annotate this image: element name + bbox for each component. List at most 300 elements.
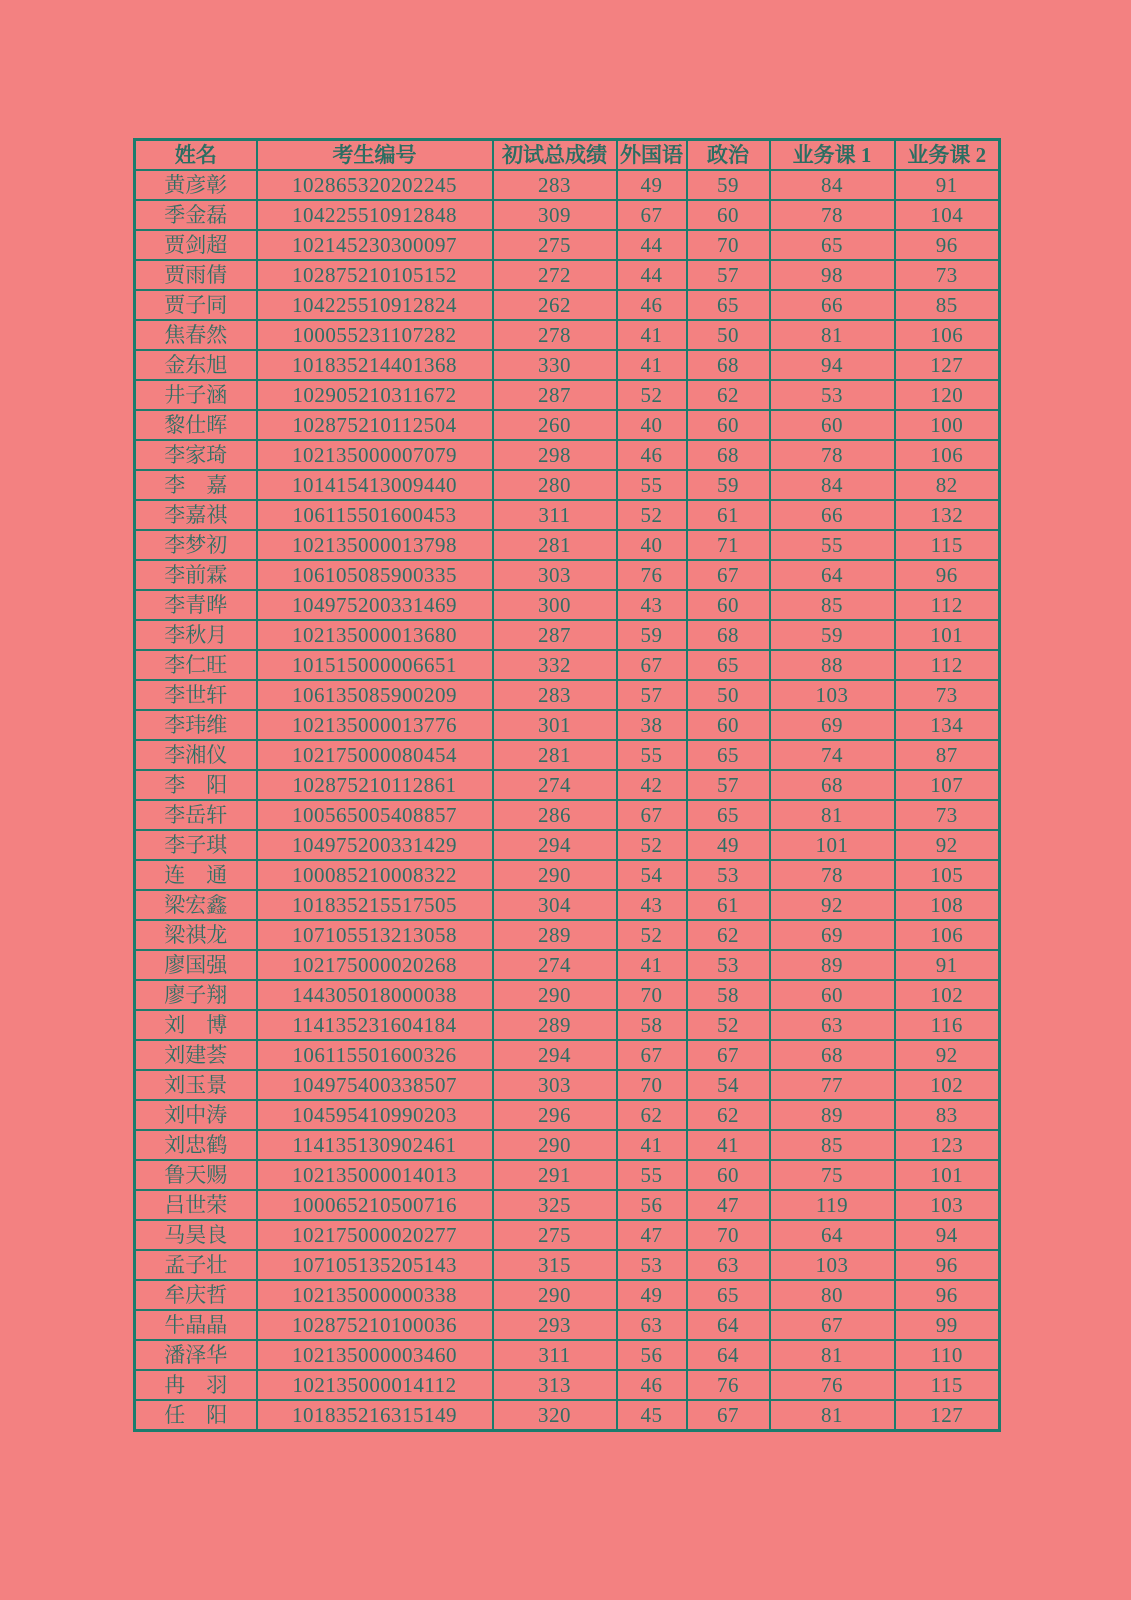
cell-value: 56 [617, 1190, 687, 1220]
cell-value: 52 [617, 830, 687, 860]
cell-value: 62 [687, 1100, 770, 1130]
cell-value: 65 [687, 800, 770, 830]
cell-value: 89 [770, 950, 895, 980]
cell-value: 67 [617, 800, 687, 830]
cell-value: 116 [895, 1010, 1000, 1040]
cell-value: 107105513213058 [257, 920, 493, 950]
cell-name: 金东旭 [135, 350, 257, 380]
cell-value: 57 [617, 680, 687, 710]
cell-value: 260 [493, 410, 617, 440]
cell-value: 313 [493, 1370, 617, 1400]
cell-value: 80 [770, 1280, 895, 1310]
cell-value: 59 [687, 170, 770, 200]
cell-value: 106115501600453 [257, 500, 493, 530]
cell-value: 59 [687, 470, 770, 500]
cell-value: 102175000020268 [257, 950, 493, 980]
table-row [135, 650, 1000, 680]
cell-value: 73 [895, 260, 1000, 290]
cell-value: 290 [493, 1280, 617, 1310]
cell-value: 68 [687, 620, 770, 650]
cell-value: 50 [687, 680, 770, 710]
cell-name: 贾剑超 [135, 230, 257, 260]
cell-value: 101835216315149 [257, 1400, 493, 1431]
cell-value: 64 [687, 1340, 770, 1370]
cell-value: 74 [770, 740, 895, 770]
cell-value: 112 [895, 590, 1000, 620]
cell-name: 李子琪 [135, 830, 257, 860]
cell-value: 289 [493, 920, 617, 950]
table-row [135, 740, 1000, 770]
cell-value: 320 [493, 1400, 617, 1431]
column-header-4: 政治 [687, 140, 770, 171]
table-row [135, 230, 1000, 260]
cell-value: 294 [493, 1040, 617, 1070]
cell-value: 98 [770, 260, 895, 290]
cell-value: 102135000013680 [257, 620, 493, 650]
table-row [135, 1010, 1000, 1040]
cell-name: 刘 博 [135, 1010, 257, 1040]
cell-name: 李 阳 [135, 770, 257, 800]
cell-value: 49 [687, 830, 770, 860]
cell-name: 李梦初 [135, 530, 257, 560]
cell-value: 43 [617, 590, 687, 620]
cell-value: 53 [687, 950, 770, 980]
cell-value: 58 [687, 980, 770, 1010]
cell-value: 65 [687, 740, 770, 770]
cell-value: 81 [770, 320, 895, 350]
cell-value: 60 [687, 200, 770, 230]
cell-name: 牟庆哲 [135, 1280, 257, 1310]
cell-value: 65 [687, 650, 770, 680]
cell-value: 91 [895, 170, 1000, 200]
cell-value: 62 [687, 920, 770, 950]
cell-value: 274 [493, 770, 617, 800]
cell-value: 100055231107282 [257, 320, 493, 350]
cell-value: 102875210100036 [257, 1310, 493, 1340]
cell-value: 44 [617, 230, 687, 260]
cell-value: 46 [617, 1370, 687, 1400]
cell-value: 52 [617, 920, 687, 950]
cell-value: 102865320202245 [257, 170, 493, 200]
cell-name: 李岳轩 [135, 800, 257, 830]
cell-value: 281 [493, 740, 617, 770]
cell-value: 76 [617, 560, 687, 590]
cell-value: 289 [493, 1010, 617, 1040]
cell-value: 104 [895, 200, 1000, 230]
cell-value: 84 [770, 470, 895, 500]
cell-name: 黎仕晖 [135, 410, 257, 440]
cell-value: 101 [770, 830, 895, 860]
table-row [135, 920, 1000, 950]
cell-value: 114135231604184 [257, 1010, 493, 1040]
cell-name: 刘建荟 [135, 1040, 257, 1070]
cell-value: 67 [617, 200, 687, 230]
cell-value: 287 [493, 380, 617, 410]
cell-value: 59 [617, 620, 687, 650]
cell-value: 262 [493, 290, 617, 320]
cell-name: 连 通 [135, 860, 257, 890]
header-row [135, 140, 1000, 171]
cell-name: 贾子同 [135, 290, 257, 320]
cell-value: 68 [687, 440, 770, 470]
cell-value: 67 [770, 1310, 895, 1340]
cell-name: 刘中涛 [135, 1100, 257, 1130]
cell-value: 67 [687, 560, 770, 590]
cell-value: 70 [687, 1220, 770, 1250]
cell-value: 54 [687, 1070, 770, 1100]
cell-value: 52 [617, 380, 687, 410]
cell-value: 89 [770, 1100, 895, 1130]
cell-value: 134 [895, 710, 1000, 740]
cell-value: 53 [687, 860, 770, 890]
cell-value: 330 [493, 350, 617, 380]
table-row [135, 1280, 1000, 1310]
cell-value: 294 [493, 830, 617, 860]
cell-value: 42 [617, 770, 687, 800]
cell-value: 100065210500716 [257, 1190, 493, 1220]
column-header-1: 考生编号 [257, 140, 493, 171]
cell-value: 68 [770, 770, 895, 800]
table-row [135, 1340, 1000, 1370]
cell-value: 78 [770, 440, 895, 470]
cell-value: 102135000013798 [257, 530, 493, 560]
cell-value: 65 [770, 230, 895, 260]
cell-value: 290 [493, 860, 617, 890]
cell-value: 44 [617, 260, 687, 290]
cell-value: 106 [895, 440, 1000, 470]
cell-value: 55 [617, 740, 687, 770]
table-row [135, 590, 1000, 620]
cell-value: 102135000014112 [257, 1370, 493, 1400]
cell-value: 115 [895, 530, 1000, 560]
cell-value: 92 [770, 890, 895, 920]
cell-value: 81 [770, 800, 895, 830]
cell-value: 76 [687, 1370, 770, 1400]
cell-value: 94 [770, 350, 895, 380]
table-row [135, 1310, 1000, 1340]
column-header-2: 初试总成绩 [493, 140, 617, 171]
cell-value: 278 [493, 320, 617, 350]
table-row [135, 1160, 1000, 1190]
cell-value: 286 [493, 800, 617, 830]
cell-name: 李家琦 [135, 440, 257, 470]
cell-name: 马昊良 [135, 1220, 257, 1250]
cell-value: 110 [895, 1340, 1000, 1370]
cell-value: 40 [617, 410, 687, 440]
table-row [135, 1400, 1000, 1431]
cell-value: 104975200331469 [257, 590, 493, 620]
cell-name: 李秋月 [135, 620, 257, 650]
table-row [135, 170, 1000, 200]
cell-name: 李前霖 [135, 560, 257, 590]
cell-name: 刘玉景 [135, 1070, 257, 1100]
cell-value: 106135085900209 [257, 680, 493, 710]
cell-value: 46 [617, 290, 687, 320]
cell-value: 101 [895, 1160, 1000, 1190]
table-header [135, 140, 1000, 171]
table-row [135, 860, 1000, 890]
cell-value: 73 [895, 680, 1000, 710]
cell-value: 55 [770, 530, 895, 560]
cell-value: 315 [493, 1250, 617, 1280]
cell-value: 47 [617, 1220, 687, 1250]
cell-value: 96 [895, 560, 1000, 590]
cell-value: 102875210105152 [257, 260, 493, 290]
cell-value: 41 [617, 1130, 687, 1160]
cell-value: 53 [770, 380, 895, 410]
cell-value: 106105085900335 [257, 560, 493, 590]
table-row [135, 290, 1000, 320]
cell-value: 290 [493, 980, 617, 1010]
cell-value: 78 [770, 860, 895, 890]
cell-value: 123 [895, 1130, 1000, 1160]
cell-value: 59 [770, 620, 895, 650]
cell-name: 李世轩 [135, 680, 257, 710]
cell-value: 43 [617, 890, 687, 920]
cell-value: 49 [617, 170, 687, 200]
cell-value: 63 [687, 1250, 770, 1280]
cell-name: 李青晔 [135, 590, 257, 620]
cell-value: 60 [687, 1160, 770, 1190]
cell-value: 53 [617, 1250, 687, 1280]
cell-name: 廖子翔 [135, 980, 257, 1010]
table-row [135, 470, 1000, 500]
cell-name: 牛晶晶 [135, 1310, 257, 1340]
table-row [135, 1100, 1000, 1130]
cell-value: 76 [770, 1370, 895, 1400]
table-row [135, 980, 1000, 1010]
table-row [135, 530, 1000, 560]
cell-value: 47 [687, 1190, 770, 1220]
cell-value: 55 [617, 1160, 687, 1190]
cell-value: 49 [617, 1280, 687, 1310]
cell-value: 85 [895, 290, 1000, 320]
cell-value: 301 [493, 710, 617, 740]
cell-value: 325 [493, 1190, 617, 1220]
cell-value: 41 [687, 1130, 770, 1160]
cell-value: 101835215517505 [257, 890, 493, 920]
cell-name: 焦春然 [135, 320, 257, 350]
cell-name: 李湘仪 [135, 740, 257, 770]
cell-value: 63 [617, 1310, 687, 1340]
cell-value: 69 [770, 710, 895, 740]
cell-name: 孟子壮 [135, 1250, 257, 1280]
cell-name: 李玮维 [135, 710, 257, 740]
table-row [135, 1370, 1000, 1400]
cell-value: 272 [493, 260, 617, 290]
cell-name: 任 阳 [135, 1400, 257, 1431]
cell-value: 144305018000038 [257, 980, 493, 1010]
table-row [135, 1190, 1000, 1220]
cell-value: 92 [895, 1040, 1000, 1070]
cell-value: 101515000006651 [257, 650, 493, 680]
cell-value: 102175000080454 [257, 740, 493, 770]
cell-value: 61 [687, 890, 770, 920]
cell-name: 季金磊 [135, 200, 257, 230]
cell-value: 309 [493, 200, 617, 230]
column-header-3: 外国语 [617, 140, 687, 171]
table-row [135, 350, 1000, 380]
cell-value: 62 [687, 380, 770, 410]
cell-value: 94 [895, 1220, 1000, 1250]
cell-name: 井子涵 [135, 380, 257, 410]
table-row [135, 770, 1000, 800]
table-row [135, 410, 1000, 440]
cell-value: 66 [770, 500, 895, 530]
table-row [135, 710, 1000, 740]
cell-value: 57 [687, 260, 770, 290]
cell-value: 120 [895, 380, 1000, 410]
cell-value: 50 [687, 320, 770, 350]
cell-value: 87 [895, 740, 1000, 770]
cell-value: 107105135205143 [257, 1250, 493, 1280]
cell-value: 75 [770, 1160, 895, 1190]
cell-value: 78 [770, 200, 895, 230]
cell-value: 296 [493, 1100, 617, 1130]
cell-value: 58 [617, 1010, 687, 1040]
exam-scores-table [133, 138, 1001, 1432]
cell-value: 311 [493, 1340, 617, 1370]
cell-value: 85 [770, 590, 895, 620]
table-body [135, 170, 1000, 1431]
cell-name: 李 嘉 [135, 470, 257, 500]
cell-name: 梁宏鑫 [135, 890, 257, 920]
cell-value: 311 [493, 500, 617, 530]
cell-value: 106115501600326 [257, 1040, 493, 1070]
cell-value: 55 [617, 470, 687, 500]
cell-value: 101835214401368 [257, 350, 493, 380]
cell-value: 103 [770, 1250, 895, 1280]
cell-value: 102145230300097 [257, 230, 493, 260]
cell-value: 83 [895, 1100, 1000, 1130]
cell-value: 73 [895, 800, 1000, 830]
cell-value: 67 [687, 1040, 770, 1070]
cell-value: 96 [895, 230, 1000, 260]
cell-value: 65 [687, 1280, 770, 1310]
table-row [135, 1250, 1000, 1280]
cell-value: 60 [687, 410, 770, 440]
table-row [135, 890, 1000, 920]
cell-value: 104975200331429 [257, 830, 493, 860]
cell-value: 67 [687, 1400, 770, 1431]
cell-value: 127 [895, 1400, 1000, 1431]
cell-value: 304 [493, 890, 617, 920]
cell-name: 李仁旺 [135, 650, 257, 680]
cell-value: 69 [770, 920, 895, 950]
cell-value: 107 [895, 770, 1000, 800]
cell-value: 104595410990203 [257, 1100, 493, 1130]
cell-value: 102905210311672 [257, 380, 493, 410]
cell-value: 283 [493, 680, 617, 710]
cell-value: 102875210112861 [257, 770, 493, 800]
table-row [135, 830, 1000, 860]
cell-value: 127 [895, 350, 1000, 380]
cell-value: 85 [770, 1130, 895, 1160]
cell-value: 104225510912824 [257, 290, 493, 320]
cell-value: 115 [895, 1370, 1000, 1400]
table-row [135, 380, 1000, 410]
cell-value: 100085210008322 [257, 860, 493, 890]
cell-name: 黄彦彰 [135, 170, 257, 200]
table-row [135, 800, 1000, 830]
cell-value: 105 [895, 860, 1000, 890]
cell-value: 290 [493, 1130, 617, 1160]
cell-value: 132 [895, 500, 1000, 530]
column-header-0: 姓名 [135, 140, 257, 171]
cell-value: 81 [770, 1400, 895, 1431]
cell-value: 291 [493, 1160, 617, 1190]
cell-value: 332 [493, 650, 617, 680]
cell-name: 廖国强 [135, 950, 257, 980]
table-row [135, 500, 1000, 530]
table-row [135, 1040, 1000, 1070]
cell-value: 100 [895, 410, 1000, 440]
cell-value: 112 [895, 650, 1000, 680]
cell-value: 70 [617, 1070, 687, 1100]
cell-value: 91 [895, 950, 1000, 980]
cell-value: 40 [617, 530, 687, 560]
cell-value: 303 [493, 560, 617, 590]
cell-value: 68 [770, 1040, 895, 1070]
cell-value: 281 [493, 530, 617, 560]
cell-value: 102135000007079 [257, 440, 493, 470]
cell-value: 60 [770, 410, 895, 440]
column-header-6: 业务课 2 [895, 140, 1000, 171]
cell-value: 60 [687, 590, 770, 620]
cell-name: 梁祺龙 [135, 920, 257, 950]
cell-value: 68 [687, 350, 770, 380]
cell-value: 102135000000338 [257, 1280, 493, 1310]
cell-name: 贾雨倩 [135, 260, 257, 290]
cell-value: 102135000013776 [257, 710, 493, 740]
cell-value: 96 [895, 1250, 1000, 1280]
cell-value: 275 [493, 230, 617, 260]
cell-value: 298 [493, 440, 617, 470]
table-row [135, 560, 1000, 590]
cell-value: 64 [687, 1310, 770, 1340]
cell-value: 103 [770, 680, 895, 710]
cell-value: 62 [617, 1100, 687, 1130]
cell-value: 46 [617, 440, 687, 470]
cell-value: 103 [895, 1190, 1000, 1220]
cell-value: 63 [770, 1010, 895, 1040]
cell-value: 64 [770, 1220, 895, 1250]
cell-value: 54 [617, 860, 687, 890]
table-row [135, 1130, 1000, 1160]
cell-value: 293 [493, 1310, 617, 1340]
cell-value: 102135000014013 [257, 1160, 493, 1190]
cell-value: 108 [895, 890, 1000, 920]
cell-value: 92 [895, 830, 1000, 860]
cell-value: 106 [895, 320, 1000, 350]
cell-value: 88 [770, 650, 895, 680]
cell-value: 45 [617, 1400, 687, 1431]
cell-value: 84 [770, 170, 895, 200]
cell-value: 274 [493, 950, 617, 980]
cell-value: 52 [687, 1010, 770, 1040]
cell-value: 99 [895, 1310, 1000, 1340]
cell-value: 61 [687, 500, 770, 530]
cell-name: 潘泽华 [135, 1340, 257, 1370]
cell-value: 119 [770, 1190, 895, 1220]
cell-value: 71 [687, 530, 770, 560]
table-row [135, 620, 1000, 650]
cell-value: 66 [770, 290, 895, 320]
cell-value: 60 [687, 710, 770, 740]
cell-name: 李嘉祺 [135, 500, 257, 530]
table-row [135, 1070, 1000, 1100]
cell-value: 104975400338507 [257, 1070, 493, 1100]
